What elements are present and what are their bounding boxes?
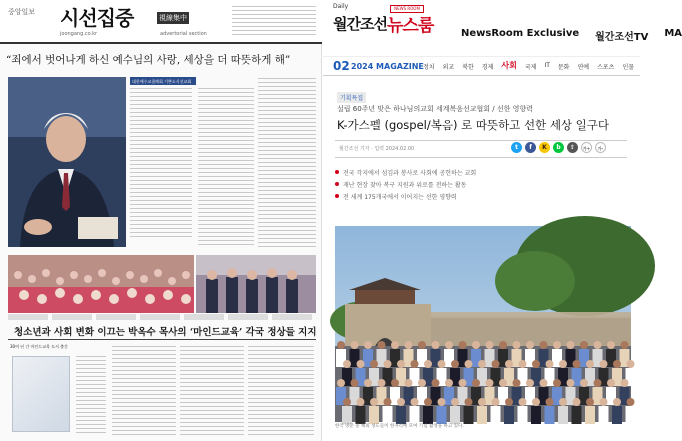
person-head [540, 341, 548, 349]
person-head [405, 379, 413, 387]
logo-newsroom: 뉴스룸 [387, 16, 434, 36]
person-head [391, 379, 399, 387]
newspaper-headline: “죄에서 벗어나게 하신 예수님의 사랑, 세상을 더 따뜻하게 해” [6, 54, 291, 66]
newspaper-kicker: 대한예수교침례회 기쁜소식선교회 [130, 77, 196, 85]
bottom-column-3 [248, 346, 314, 436]
person-head [532, 360, 540, 368]
person-head [486, 341, 494, 349]
nav-item-5[interactable]: 국제 [524, 64, 537, 71]
person-head [499, 379, 507, 387]
newspaper-section-title: 시선집중 [60, 6, 134, 30]
person-head [559, 360, 567, 368]
person-body [612, 406, 622, 424]
issue-number: 02 [333, 59, 350, 73]
person-head [432, 341, 440, 349]
article-summary [335, 166, 627, 206]
person-head [351, 341, 359, 349]
person-head [559, 398, 567, 406]
section-badge: 視線集中 [159, 14, 187, 22]
person-head [492, 398, 500, 406]
person-head [459, 379, 467, 387]
person-head [397, 360, 405, 368]
person-head [532, 398, 540, 406]
group-photo-illustration [335, 226, 631, 422]
facebook-icon[interactable]: f [525, 142, 536, 153]
crowd-photo [8, 255, 194, 313]
nav-item-8[interactable]: 연예 [577, 64, 590, 71]
person-head [378, 379, 386, 387]
person-head [357, 398, 365, 406]
person-head [621, 379, 629, 387]
person-head [607, 341, 615, 349]
person-head [411, 398, 419, 406]
nav-item-0[interactable]: 정치 [423, 64, 435, 71]
person-head [432, 379, 440, 387]
person-body [342, 406, 352, 424]
person-head [627, 360, 635, 368]
person-head [364, 379, 372, 387]
person-head [573, 360, 581, 368]
person-head [337, 379, 345, 387]
nav-item-6[interactable]: IT [544, 62, 550, 69]
person-head [384, 360, 392, 368]
person-head [405, 341, 413, 349]
person-head [424, 360, 432, 368]
logo-daily: Daily [333, 3, 349, 10]
magazine-bar [323, 56, 640, 76]
masthead-note [232, 6, 316, 38]
bullet-icon [335, 182, 339, 186]
issue-label[interactable]: 2024 MAGAZINE [351, 62, 424, 71]
person-body [491, 406, 501, 424]
person-head [567, 379, 575, 387]
byline: 월간조선 기자 · 입력 2024.02.00 [339, 146, 415, 152]
person-head [445, 341, 453, 349]
person-body [356, 406, 366, 424]
person-body [531, 406, 541, 424]
person-head [397, 398, 405, 406]
nav-item-2[interactable]: 북한 [462, 64, 474, 71]
person-head [600, 398, 608, 406]
article-title: K-가스펠 (gospel/복음) 로 따뜻하고 선한 세상 일구다 [337, 118, 610, 132]
nav-item-9[interactable]: 스포츠 [597, 64, 615, 71]
font-increase-button[interactable]: 가+ [581, 142, 592, 153]
article-photo [335, 226, 631, 422]
twitter-icon[interactable]: t [511, 142, 522, 153]
web-article-page [323, 0, 682, 441]
person-head [451, 360, 459, 368]
person-head [580, 379, 588, 387]
person-head [546, 398, 554, 406]
person-body [369, 406, 379, 424]
person-head [519, 360, 527, 368]
summary-point: 전국 각지에서 섬김과 봉사로 사회에 공헌하는 교회 [335, 166, 627, 178]
person-head [424, 398, 432, 406]
bottom-column-2 [180, 346, 244, 436]
person-body [410, 406, 420, 424]
top-nav-tv[interactable]: 월간조선TV [595, 32, 649, 43]
person-head [478, 398, 486, 406]
person-head [513, 379, 521, 387]
text-column-2 [198, 88, 254, 248]
person-head [472, 379, 480, 387]
person-body [518, 406, 528, 424]
person-head [391, 341, 399, 349]
kakao-icon[interactable]: K [539, 142, 550, 153]
crowd-illustration [8, 255, 194, 313]
person-head [553, 379, 561, 387]
person-head [540, 379, 548, 387]
person-head [465, 398, 473, 406]
logo-brand: 월간조선 [333, 15, 387, 33]
person-head [586, 360, 594, 368]
sidebar-text [76, 356, 106, 434]
newspaper-masthead [0, 0, 322, 44]
person-head [505, 398, 513, 406]
newspaper-tag: advertorial section [160, 31, 207, 37]
font-decrease-button[interactable]: 가- [595, 142, 606, 153]
summary-point: 전 세계 175개국에서 이어지는 선한 영향력 [335, 190, 627, 202]
logo-newsroom-box: NEWS ROOM [390, 5, 424, 13]
person-head [343, 360, 351, 368]
top-nav-exclusive[interactable]: NewsRoom Exclusive [461, 28, 580, 39]
person-head [621, 341, 629, 349]
nav-item-1[interactable]: 외교 [442, 64, 455, 71]
person-head [526, 341, 534, 349]
person-head [337, 341, 345, 349]
person-head [472, 341, 480, 349]
person-head [505, 360, 513, 368]
nav-item-7[interactable]: 문화 [557, 64, 570, 71]
bullet-icon [335, 194, 339, 198]
person-head [546, 360, 554, 368]
person-head [499, 341, 507, 349]
newspaper-page [0, 0, 322, 441]
person-head [459, 341, 467, 349]
article-kicker: 기획특집 [337, 92, 366, 103]
leaders-illustration [196, 255, 316, 313]
person-head [370, 398, 378, 406]
person-head [567, 341, 575, 349]
person-body [626, 406, 636, 424]
lead-column [130, 88, 192, 238]
person-head [513, 341, 521, 349]
person-body [558, 406, 568, 424]
person-head [573, 398, 581, 406]
person-body [396, 406, 406, 424]
person-head [600, 360, 608, 368]
summary-point: 재난 현장 찾아 복구 지원과 위로를 전하는 활동 [335, 178, 627, 190]
category-nav [423, 62, 634, 71]
newspaper-url: joongang.co.kr [60, 31, 98, 37]
person-head [519, 398, 527, 406]
person-head [486, 379, 494, 387]
person-head [478, 360, 486, 368]
person-body [437, 406, 447, 424]
person-head [594, 341, 602, 349]
person-body [599, 406, 609, 424]
person-head [343, 398, 351, 406]
photo-caption: 한국 방문 중 해외 성도들이 한자리에 모여 기념 촬영을 하고 있다. [335, 424, 464, 429]
person-head [580, 341, 588, 349]
person-head [438, 398, 446, 406]
person-head [586, 398, 594, 406]
person-head [351, 379, 359, 387]
person-head [492, 360, 500, 368]
share-toolbar [511, 142, 606, 153]
person-body [477, 406, 487, 424]
person-body [450, 406, 460, 424]
person-head [378, 341, 386, 349]
article-subtitle: 설립 60주년 맞은 하나님의교회 세계복음선교협회 / 선한 영향력 [337, 105, 533, 113]
sidebar-heading: 30여 년 간 마인드교육 도서 출간 [10, 344, 68, 349]
nav-item-4[interactable]: 사회 [501, 61, 517, 70]
person-head [357, 360, 365, 368]
divider [8, 339, 316, 340]
person-head [364, 341, 372, 349]
person-head [594, 379, 602, 387]
portrait-illustration [8, 77, 126, 247]
person-body [545, 406, 555, 424]
newspaper-subheadline: 청소년과 사회 변화 이끄는 박옥수 목사의 ‘마인드교육’ 각국 정상들 지지 [14, 327, 317, 338]
person-head [613, 360, 621, 368]
nav-item-3[interactable]: 경제 [481, 64, 494, 71]
bullet-icon [335, 170, 339, 174]
person-body [504, 406, 514, 424]
person-head [607, 379, 615, 387]
person-body [464, 406, 474, 424]
person-body [585, 406, 595, 424]
bottom-column-1 [112, 346, 176, 436]
top-nav [461, 28, 682, 43]
person-body [572, 406, 582, 424]
person-head [445, 379, 453, 387]
person-head [418, 341, 426, 349]
person-head [451, 398, 459, 406]
book-image [12, 356, 70, 432]
photo-caption-bar [8, 314, 316, 320]
person-head [411, 360, 419, 368]
person-head [613, 398, 621, 406]
portrait-photo [8, 77, 126, 247]
person-body [383, 406, 393, 424]
person-head [384, 398, 392, 406]
site-logo[interactable] [333, 3, 434, 36]
person-body [423, 406, 433, 424]
top-nav-magazine[interactable]: MA [664, 28, 682, 39]
text-column-3 [258, 78, 316, 248]
leaders-photo [196, 255, 316, 313]
person-head [438, 360, 446, 368]
person-head [370, 360, 378, 368]
person-head [627, 398, 635, 406]
person-head [418, 379, 426, 387]
person-head [526, 379, 534, 387]
publisher-name: 중앙일보 [8, 8, 36, 16]
person-head [553, 341, 561, 349]
nav-item-10[interactable]: 인물 [622, 64, 635, 71]
band-icon[interactable]: b [553, 142, 564, 153]
share-icon[interactable]: ⇪ [567, 142, 578, 153]
person-head [465, 360, 473, 368]
